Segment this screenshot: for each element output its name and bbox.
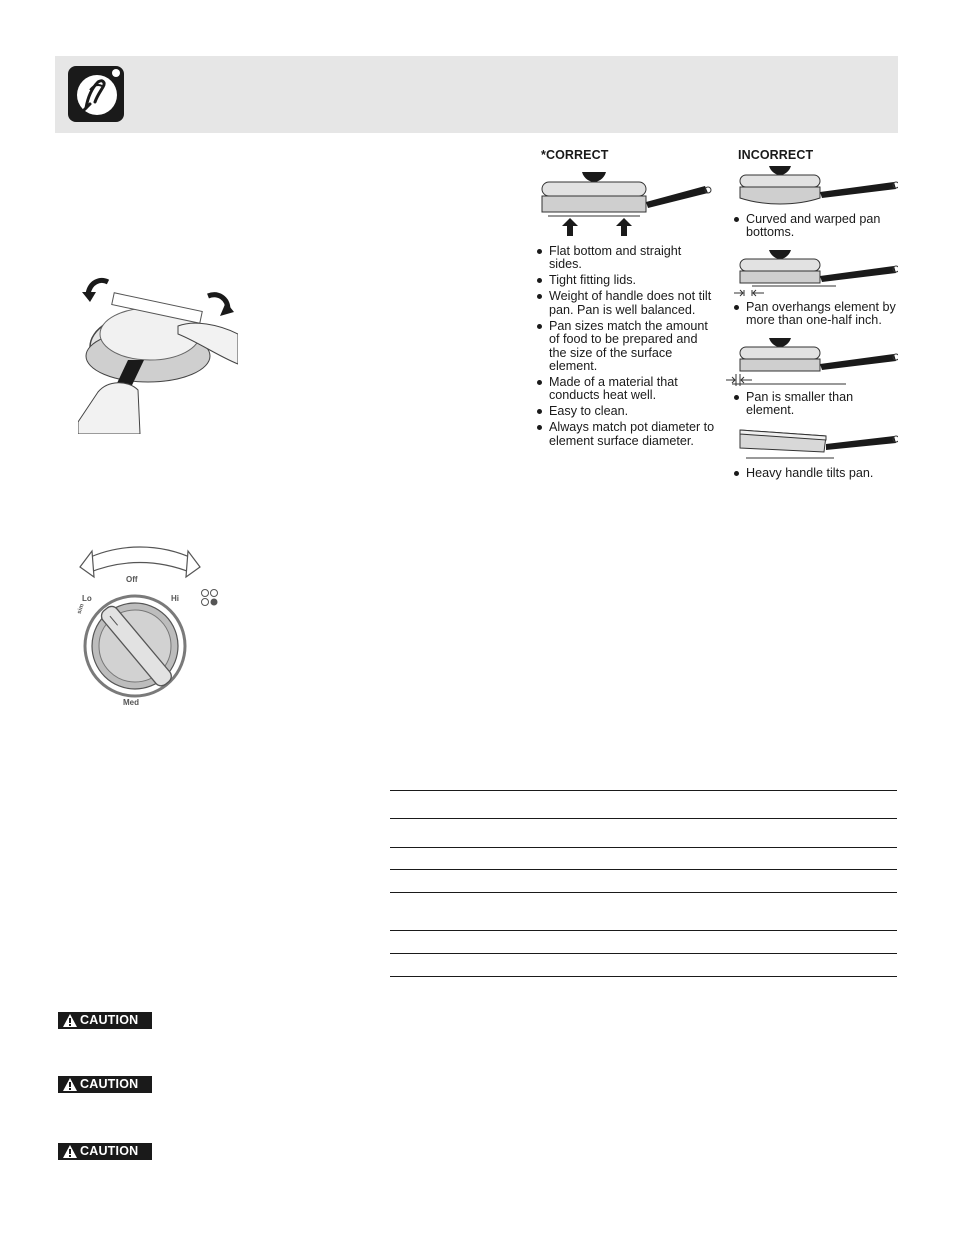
table-rule bbox=[390, 930, 897, 931]
caution-badge bbox=[58, 1076, 152, 1093]
list-item: Flat bottom and straight sides. bbox=[536, 245, 716, 272]
list-item: Tight fitting lids. bbox=[536, 274, 716, 287]
table-rule bbox=[390, 892, 897, 893]
dial-label-lo: Lo bbox=[82, 594, 92, 603]
caution-badge bbox=[58, 1012, 152, 1029]
incorrect-heading: INCORRECT bbox=[738, 148, 814, 162]
table-rule bbox=[390, 976, 897, 977]
tilted-pan-illustration bbox=[726, 422, 898, 464]
overhang-pan-illustration bbox=[726, 246, 898, 298]
correct-heading: *CORRECT bbox=[541, 148, 609, 162]
list-item: Made of a material that conducts heat well. bbox=[536, 376, 716, 403]
dial-label-sim: sim bbox=[76, 603, 86, 615]
warped-pan-illustration bbox=[726, 162, 898, 212]
control-knob-illustration bbox=[70, 543, 230, 713]
caution-label: CAUTION bbox=[80, 1077, 139, 1091]
list-item: Pan sizes match the amount of food to be prepared and the size of the surface element. bbox=[536, 320, 716, 374]
dial-label-hi: Hi bbox=[171, 594, 179, 603]
table-rule bbox=[390, 847, 897, 848]
pan-flatness-illustration bbox=[78, 272, 238, 434]
list-item: Easy to clean. bbox=[536, 405, 716, 418]
caution-label: CAUTION bbox=[80, 1013, 139, 1027]
dial-label-off: Off bbox=[126, 575, 138, 584]
dial-label-med: Med bbox=[123, 698, 139, 707]
correct-pan-illustration bbox=[540, 166, 720, 238]
warning-icon bbox=[62, 1144, 78, 1159]
table-rule bbox=[390, 790, 897, 791]
table-rule bbox=[390, 953, 897, 954]
list-item: Always match pot diameter to element surface diameter. bbox=[536, 421, 716, 448]
incorrect-item: Pan overhangs element by more than one-half inch. bbox=[734, 301, 898, 329]
header-band bbox=[55, 56, 898, 133]
correct-bullet-list bbox=[536, 245, 716, 451]
caution-badge bbox=[58, 1143, 152, 1160]
table-rule bbox=[390, 869, 897, 870]
warning-icon bbox=[62, 1013, 78, 1028]
warning-icon bbox=[62, 1077, 78, 1092]
table-rule bbox=[390, 818, 897, 819]
caution-label: CAUTION bbox=[80, 1144, 139, 1158]
small-pan-illustration bbox=[726, 334, 898, 388]
list-item: Weight of handle does not tilt pan. Pan is well balanced. bbox=[536, 290, 716, 317]
chef-hand-icon bbox=[68, 66, 124, 122]
